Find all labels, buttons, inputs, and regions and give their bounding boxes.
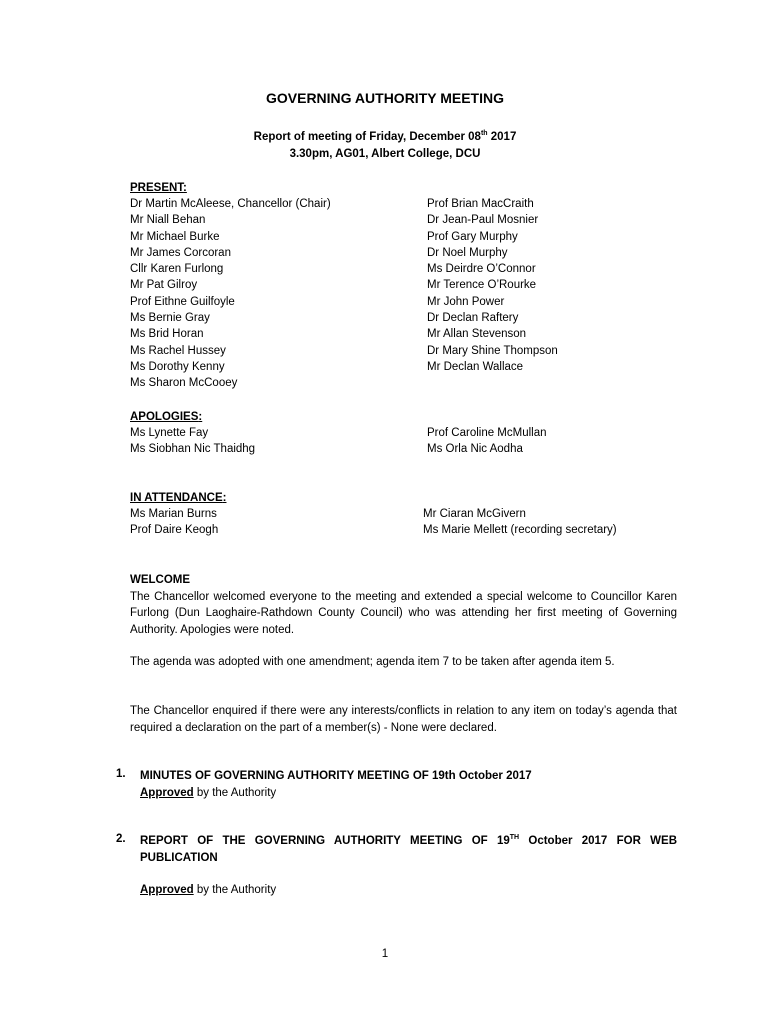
list-item: Prof Eithne Guilfoyle	[130, 295, 235, 308]
list-item: Dr Mary Shine Thompson	[427, 344, 558, 357]
list-item: Mr James Corcoran	[130, 246, 231, 259]
item-number: 1.	[116, 768, 126, 780]
heading-colon: :	[222, 492, 227, 504]
welcome-heading: WELCOME	[130, 574, 191, 586]
meeting-date-year: 2017	[487, 131, 517, 143]
list-item: Prof Brian MacCraith	[427, 198, 534, 210]
heading-colon: :	[183, 182, 187, 194]
list-item: Prof Daire Keogh	[130, 524, 219, 537]
list-item: Ms Rachel Hussey	[130, 344, 226, 357]
list-item: Ms Lynette Fay	[130, 427, 209, 439]
item-number: 2.	[116, 833, 126, 845]
list-item: Dr Jean-Paul Mosnier	[427, 214, 539, 227]
attendance-heading-text: IN ATTENDANCE	[130, 492, 223, 504]
approved-text: by the Authority	[193, 787, 277, 799]
item-heading	[140, 833, 677, 867]
list-item: Mr Niall Behan	[130, 214, 206, 227]
list-item: Ms Marian Burns	[130, 508, 217, 520]
meeting-date	[0, 131, 770, 143]
present-heading-text: PRESENT	[130, 182, 184, 194]
list-item: Mr Terence O’Rourke	[427, 279, 537, 292]
list-item: Cllr Karen Furlong	[130, 263, 224, 276]
present-list-right	[427, 196, 558, 375]
present-heading	[130, 180, 187, 196]
list-item: Ms Orla Nic Aodha	[427, 443, 523, 456]
list-item: Mr Michael Burke	[130, 230, 220, 243]
welcome-section	[130, 572, 677, 638]
list-item: Prof Gary Murphy	[427, 230, 518, 243]
list-item: Ms Siobhan Nic Thaidhg	[130, 443, 256, 456]
document-title: GOVERNING AUTHORITY MEETING	[265, 90, 504, 106]
attendance-heading	[130, 490, 226, 506]
item-outcome	[140, 785, 276, 801]
item-heading-ordinal: TH	[509, 834, 520, 842]
item-heading-text: REPORT OF THE GOVERNING AUTHORITY MEETING OF 19	[140, 835, 510, 847]
approved-label: Approved	[140, 787, 194, 799]
approved-text: by the Authority	[193, 884, 277, 896]
list-item: Mr Ciaran McGivern	[423, 508, 526, 520]
agenda-paragraph: The agenda was adopted with one amendment; agenda item 7 to be taken after agenda item 5.	[130, 656, 615, 668]
apologies-list-right	[427, 425, 547, 458]
attendance-list-left	[130, 506, 218, 539]
list-item: Dr Noel Murphy	[427, 246, 508, 259]
list-item: Ms Sharon McCooey	[130, 377, 238, 390]
list-item: Ms Marie Mellett (recording secretary)	[423, 524, 617, 537]
apologies-heading	[130, 409, 202, 425]
heading-colon: :	[198, 411, 203, 423]
attendance-list-right	[423, 506, 617, 539]
page-number: 1	[381, 948, 389, 960]
list-item: Prof Caroline McMullan	[427, 427, 547, 439]
item-heading-rest: October 2017 FOR WEB PUBLICATION	[140, 835, 677, 864]
item-outcome	[140, 882, 276, 898]
list-item: Mr Declan Wallace	[427, 360, 524, 373]
meeting-date-text: Report of meeting of Friday, December 08	[253, 131, 481, 143]
meeting-time-location: 3.30pm, AG01, Albert College, DCU	[289, 148, 481, 160]
approved-label: Approved	[140, 884, 194, 896]
apologies-list-left	[130, 425, 255, 458]
list-item: Ms Deirdre O’Connor	[427, 263, 536, 276]
item-heading: MINUTES OF GOVERNING AUTHORITY MEETING OF 19th October 2017	[140, 770, 532, 782]
welcome-paragraph: The Chancellor welcomed everyone to the meeting and extended a special welcome to Councillor Karen Furlong (Dun Laoghaire-Rathdown County Council) who was attending her first meeting of Governing Authority. Apologies were noted.	[130, 590, 677, 636]
apologies-heading-text: APOLOGIES	[130, 411, 199, 423]
present-list-left	[130, 196, 331, 392]
list-item: Dr Declan Raftery	[427, 312, 519, 325]
list-item: Dr Martin McAleese, Chancellor (Chair)	[130, 198, 331, 210]
list-item: Mr Pat Gilroy	[130, 279, 198, 292]
list-item: Ms Brid Horan	[130, 328, 204, 341]
list-item: Mr Allan Stevenson	[427, 328, 527, 341]
list-item: Ms Bernie Gray	[130, 312, 210, 325]
conflicts-paragraph: The Chancellor enquired if there were any interests/conflicts in relation to any item on today’s agenda that required a declaration on the part of a member(s) - None were declared.	[130, 705, 677, 734]
list-item: Mr John Power	[427, 295, 505, 308]
meeting-date-ordinal: th	[480, 130, 488, 138]
list-item: Ms Dorothy Kenny	[130, 360, 225, 373]
